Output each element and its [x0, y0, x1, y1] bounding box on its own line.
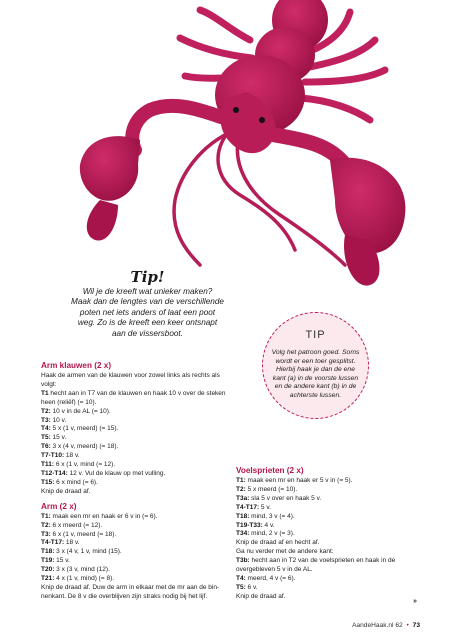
round-label: T19-T33: [236, 521, 263, 529]
instruction-text: hecht aan in T7 van de klauwen en haak 10 v over de steken [48, 389, 226, 397]
instruction-text: hecht aan in T2 van de voelsprieten en haak in de [249, 557, 396, 565]
instruction-text: nenkant. De 8 v die overblijven zijn straks nodig bij het lijf. [41, 592, 208, 600]
tip-line: weg. Zo is de kreeft een keer ontsnapt [77, 318, 218, 328]
round-label: T15: [41, 478, 55, 486]
instruction-text: 3 x (4 v, 1 v, mind (15). [54, 548, 122, 556]
instruction-text: 18 v. [64, 452, 80, 460]
tip-callout [40, 268, 255, 339]
round-label: T19: [41, 557, 55, 565]
round-label: T3b: [236, 557, 250, 565]
pattern-line [41, 381, 226, 390]
instruction-text: Ga nu verder met de andere kant: [236, 548, 334, 556]
tip-circle-line: Volg het patroon goed. Soms [271, 349, 360, 356]
pattern-line [41, 557, 226, 566]
round-label: T21: [41, 575, 55, 583]
page-number: 73 [412, 622, 420, 629]
pattern-line [41, 566, 226, 575]
pattern-line [236, 477, 421, 486]
instruction-text: 6 x (1 v, mind (= 12). [54, 461, 116, 469]
round-label: T3: [41, 530, 51, 538]
tip-line: Maak dan de lengtes van de verschillende [71, 297, 224, 307]
pattern-line [41, 461, 226, 470]
instruction-text: 6 x (1 v, meerd (= 18). [50, 530, 117, 538]
pattern-line [41, 434, 226, 443]
instruction-text: 5 x (1 v, meerd) (= 15). [50, 425, 119, 433]
round-label: T7-T10: [41, 452, 65, 460]
pattern-line [236, 584, 421, 593]
round-label: T18: [41, 548, 55, 556]
pattern-line [236, 513, 421, 522]
round-label: T20: [41, 566, 55, 574]
pattern-line [236, 548, 421, 557]
instruction-text: mind, 2 v (= 3). [249, 530, 295, 538]
tip-title: Tip! [130, 268, 165, 286]
pattern-line [41, 531, 226, 540]
pattern-line [41, 372, 226, 381]
round-label: T5: [236, 583, 246, 591]
tip-line: Wil je de kreeft wat unieker maken? [82, 287, 213, 296]
round-label: T4-T17: [236, 503, 260, 511]
pattern-line [236, 557, 421, 566]
instruction-text: meerd, 4 v (= 6). [245, 574, 296, 582]
instruction-text: Haak de armen van de klauwen voor zowel links als rechts als [41, 372, 220, 379]
round-label: T6: [41, 443, 51, 451]
instruction-text: 10 v. [50, 416, 67, 424]
instruction-text: 4 x (1 v, mind) (= 8). [54, 575, 115, 583]
footer-separator: • [406, 622, 409, 629]
page-footer [352, 622, 420, 629]
pattern-line [41, 470, 226, 479]
round-label: T18: [236, 512, 250, 520]
tip-circle-line: Hierbij haak je dan de ene [276, 366, 355, 374]
pattern-line [236, 575, 421, 584]
tip-circle-text [267, 349, 364, 401]
pattern-line [41, 584, 226, 593]
pattern-line [41, 443, 226, 452]
tip-line: aan de vissersboot. [111, 328, 183, 338]
round-label: T11: [41, 461, 55, 469]
pattern-line [41, 522, 226, 531]
round-label: T1 [41, 389, 49, 397]
round-label: T4: [41, 425, 51, 433]
pattern-line [41, 408, 226, 417]
pattern-line [236, 593, 421, 602]
round-label: T2: [41, 521, 51, 529]
tip-text [40, 287, 255, 339]
pattern-line [41, 548, 226, 557]
pattern-line [41, 479, 226, 488]
round-label: T1: [236, 477, 246, 484]
pattern-line [41, 575, 226, 584]
instruction-text: maak een mr en haak er 6 v in (= 6). [50, 512, 158, 520]
pattern-line [236, 504, 421, 513]
instruction-text: heen (reliëf) (= 10). [41, 398, 97, 406]
tip-line: poten net iets anders of laat een poot [79, 307, 216, 317]
footer-site: AandeHaak.nl 62 [352, 622, 403, 629]
round-label: T4-T17: [41, 539, 65, 547]
instruction-text: Knip de draad af. [41, 487, 91, 495]
pattern-column-right [236, 465, 421, 602]
section-heading: Voelsprieten (2 x) [236, 466, 304, 475]
round-label: T2: [41, 407, 51, 415]
instruction-text: sla 5 v over en haak 5 v. [249, 494, 322, 502]
instruction-text: Knip de draad af en hecht af. [236, 539, 320, 547]
section-heading: Arm klauwen (2 x) [41, 361, 112, 370]
section-heading: Arm (2 x) [41, 501, 77, 511]
instruction-text: volgt: [41, 380, 57, 388]
instruction-text: 3 x (3 v, mind (12). [54, 566, 110, 574]
instruction-text: 15 v. [54, 557, 70, 565]
round-label: T12-T14: [41, 469, 68, 477]
instruction-text: Knip de draad af. [236, 592, 286, 600]
pattern-line [41, 488, 226, 497]
instruction-text: 15 v. [50, 434, 67, 442]
round-label: T2: [236, 485, 246, 493]
instruction-text: 6 v. [245, 583, 258, 591]
instruction-text: 5 x meerd (= 10). [245, 485, 298, 493]
pattern-line [41, 593, 226, 602]
instruction-text: 18 v. [64, 539, 80, 547]
instruction-text: mind, 3 v (= 4). [249, 512, 295, 520]
instruction-text: 3 x (4 v, meerd) (= 18). [50, 443, 119, 451]
pattern-line [236, 495, 421, 504]
pattern-line [236, 486, 421, 495]
pattern-line [236, 522, 421, 531]
round-label: T1: [41, 512, 51, 520]
instruction-text: 4 v. [262, 521, 275, 529]
pattern-column-left [41, 360, 226, 602]
tip-circle-line: wordt er een toer gesplitst. [275, 357, 356, 365]
instruction-text: Knip de draad af. Duw de arm in elkaar met de mr aan de bin- [41, 583, 220, 591]
tip-circle-title: TIP [305, 329, 326, 341]
pattern-line [41, 390, 226, 399]
round-label: T3: [41, 416, 51, 424]
pattern-line [236, 566, 421, 575]
round-label: T34: [236, 530, 250, 538]
tip-circle-line: kant (a) in de voorste lussen [272, 374, 359, 382]
pattern-line [41, 425, 226, 434]
round-label: T5: [41, 434, 51, 442]
pattern-line [236, 539, 421, 548]
instruction-text: 6 x mind (= 6). [54, 478, 98, 486]
pattern-line [41, 399, 226, 408]
crochet-lobster-photo [0, 0, 453, 300]
pattern-line [41, 417, 226, 426]
continue-marker: » [413, 598, 417, 605]
round-label: T3a: [236, 494, 250, 502]
tip-circle-line: en de andere kant (b) in de [274, 383, 357, 391]
instruction-text: 5 v. [259, 503, 271, 511]
tip-circle-line: achterste lussen. [289, 391, 342, 399]
pattern-line [41, 513, 226, 522]
pattern-line [41, 539, 226, 548]
pattern-line [236, 530, 421, 539]
instruction-text: maak een mr en haak er 5 v in (= 5). [245, 477, 353, 484]
instruction-text: 6 x meerd (= 12). [50, 521, 103, 529]
round-label: T4: [236, 574, 246, 582]
instruction-text: 12 v. Vul de klauw op met vulling. [67, 469, 166, 477]
tip-circle [262, 312, 369, 419]
instruction-text: 10 v in de AL (= 10). [50, 407, 111, 415]
instruction-text: overgebleven 5 v in de AL. [236, 566, 313, 574]
pattern-line [41, 452, 226, 461]
